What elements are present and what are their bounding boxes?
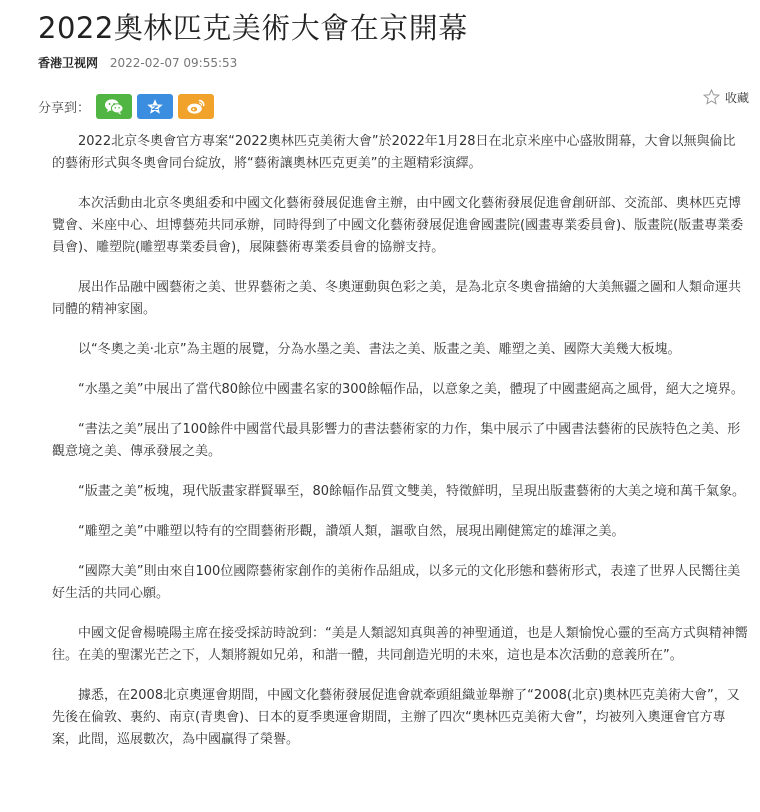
article-paragraph: “書法之美”展出了100餘件中國當代最具影響力的書法藝術家的力作，集中展示了中國書法藝術的民族特色之美、形觀意境之美、傳承發展之美。 [52,422,741,459]
article-title: 2022奧林匹克美術大會在京開幕 [38,11,468,45]
article-paragraph: 本次活動由北京冬奧組委和中國文化藝術發展促進會主辦，由中國文化藝術發展促進會創研部、交流部、奧林匹克博覽會、米座中心、坦博藝苑共同承辦，同時得到了中國文化藝術發展促進會國畫院(國畫專業委員會)、版畫院(版畫專業委員會)、雕塑院(雕塑專業委員會)，展陳藝術專業委員會的協辦支持。 [52,196,744,255]
share-wechat-button[interactable] [96,94,132,119]
article-paragraph: 展出作品融中國藝術之美、世界藝術之美、冬奧運動與色彩之美，是為北京冬奧會描繪的大美無疆之圖和人類命運共同體的精神家園。 [52,280,742,317]
share-weibo-button[interactable] [178,94,214,119]
article-paragraph: 中國文促會楊曉陽主席在接受採訪時說到：“美是人類認知真與善的神聖通道，也是人類愉悅心靈的至高方式與精神嚮往。在美的聖潔光芒之下，人類將親如兄弟，和諧一體，共同創造光明的未來，這也是本次活動的意義所在”。 [52,626,748,663]
weibo-icon [186,98,206,115]
article-paragraph: “版畫之美”板塊，現代版畫家群賢畢至，80餘幅作品質文雙美，特徵鮮明，呈現出版畫藝術的大美之境和萬千氣象。 [78,484,746,499]
article-paragraph: “國際大美”則由來自100位國際藝術家創作的美術作品組成，以多元的文化形態和藝術形式，表達了世界人民嚮往美好生活的共同心願。 [52,564,741,601]
article-datetime: 2022-02-07 09:55:53 [109,56,238,70]
article-paragraph: 以“冬奧之美·北京”為主題的展覽，分為水墨之美、書法之美、版畫之美、雕塑之美、國際大美幾大板塊。 [78,342,681,357]
share-qzone-button[interactable] [137,94,173,119]
favorite-button[interactable] [703,88,749,106]
article-paragraph: “水墨之美”中展出了當代80餘位中國畫名家的300餘幅作品，以意象之美，體現了中國畫絕高之風骨，絕大之境界。 [78,382,744,397]
article-source[interactable]: 香港卫视网 [38,56,99,70]
article-paragraph: 據悉，在2008北京奧運會期間，中國文化藝術發展促進會就牽頭組織並舉辦了“2008(北京)奧林匹克美術大會”，又先後在倫敦、裏約、南京(青奧會)、日本的夏季奧運會期間，主辦了四次“奧林匹克美術大會”，均被列入奧運會官方專案，此間，巡展數次，為中國贏得了榮譽。 [52,688,740,747]
share-bar [38,94,219,119]
article-body [52,131,748,769]
wechat-icon [104,98,124,115]
article-paragraph: 2022北京冬奧會官方專案“2022奧林匹克美術大會”於2022年1月28日在北京米座中心盛妝開幕，大會以無與倫比的藝術形式與冬奧會同台綻放，將“藝術讓奧林匹克更美”的主題精彩演繹。 [52,134,736,171]
favorite-label: 收藏 [725,90,750,105]
article-meta [38,54,237,71]
article-paragraph: “雕塑之美”中雕塑以特有的空間藝術形觀，讚頌人類，謳歌自然，展現出剛健篤定的雄渾之美。 [78,524,625,539]
share-label: 分享到： [38,101,91,116]
star-outline-icon [703,89,720,105]
qzone-star-icon [146,98,164,116]
